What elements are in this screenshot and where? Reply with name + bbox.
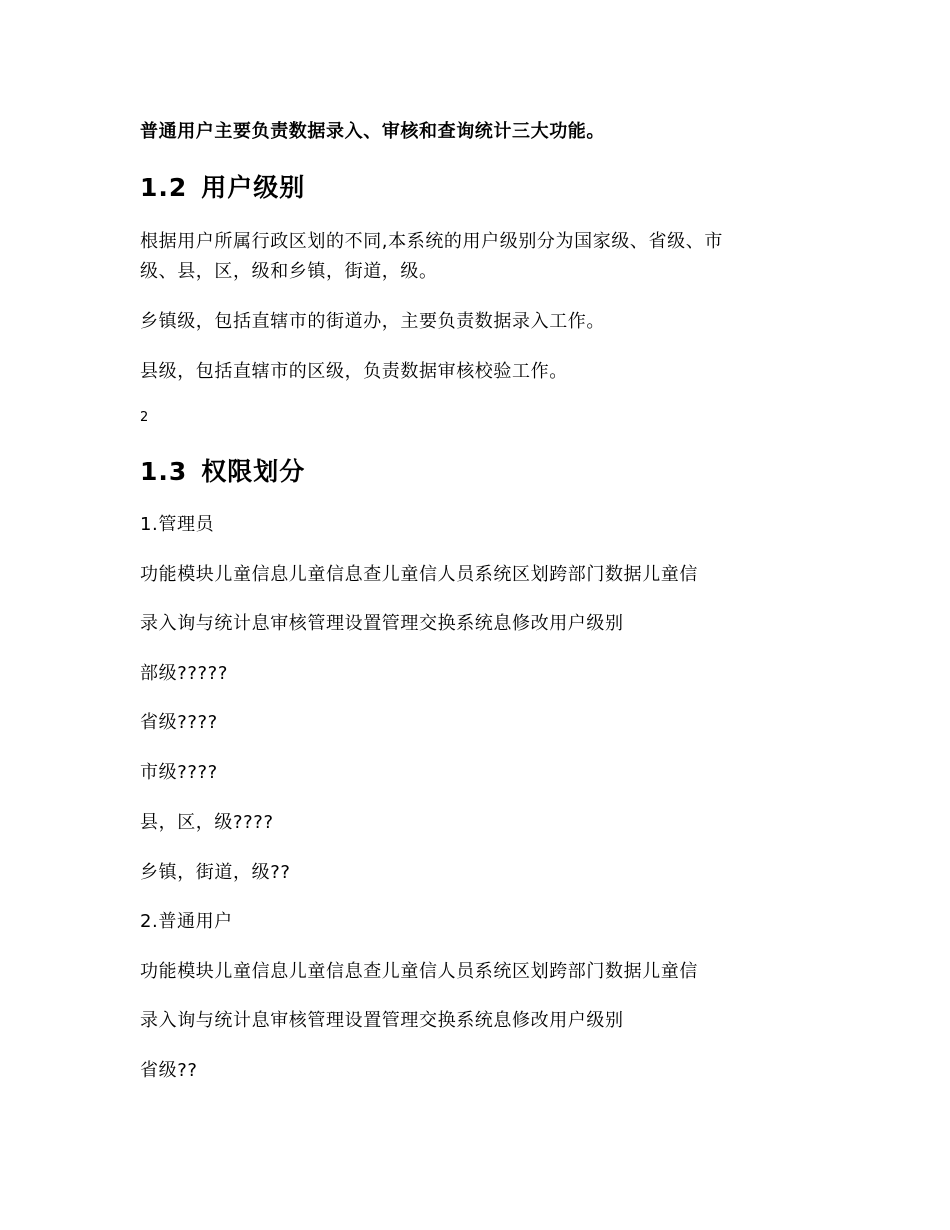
table-header-line: 功能模块儿童信息儿童信息查儿童信人员系统区划跨部门数据儿童信	[140, 961, 698, 982]
paragraph-line: 根据用户所属行政区划的不同,本系统的用户级别分为国家级、省级、市	[140, 231, 723, 252]
table-header-line: 录入询与统计息审核管理设置管理交换系统息修改用户级别	[140, 613, 624, 634]
page-number: 2	[140, 410, 149, 425]
paragraph: 县级，包括直辖市的区级，负责数据审核校验工作。	[140, 361, 568, 382]
section-title: 用户级别	[201, 173, 306, 202]
subsection-heading-regular-user: 2.普通用户	[140, 911, 233, 932]
section-heading-1-3	[140, 456, 305, 488]
table-row: 部级?????	[140, 663, 228, 684]
subsection-heading-admin: 1.管理员	[140, 514, 215, 535]
intro-paragraph: 普通用户主要负责数据录入、审核和查询统计三大功能。	[140, 121, 605, 142]
paragraph-line: 级、县，区，级和乡镇，街道，级。	[140, 261, 438, 282]
paragraph: 乡镇级，包括直辖市的街道办，主要负责数据录入工作。	[140, 311, 605, 332]
table-row: 市级????	[140, 762, 218, 783]
section-title: 权限划分	[201, 457, 306, 486]
section-number: 1.3	[140, 457, 188, 486]
table-row: 乡镇，街道，级??	[140, 862, 291, 883]
table-header-line: 录入询与统计息审核管理设置管理交换系统息修改用户级别	[140, 1010, 624, 1031]
table-row: 省级??	[140, 1060, 198, 1081]
table-row: 省级????	[140, 712, 218, 733]
table-header-line: 功能模块儿童信息儿童信息查儿童信人员系统区划跨部门数据儿童信	[140, 564, 698, 585]
section-number: 1.2	[140, 173, 188, 202]
section-heading-1-2	[140, 172, 305, 204]
table-row: 县，区，级????	[140, 812, 274, 833]
